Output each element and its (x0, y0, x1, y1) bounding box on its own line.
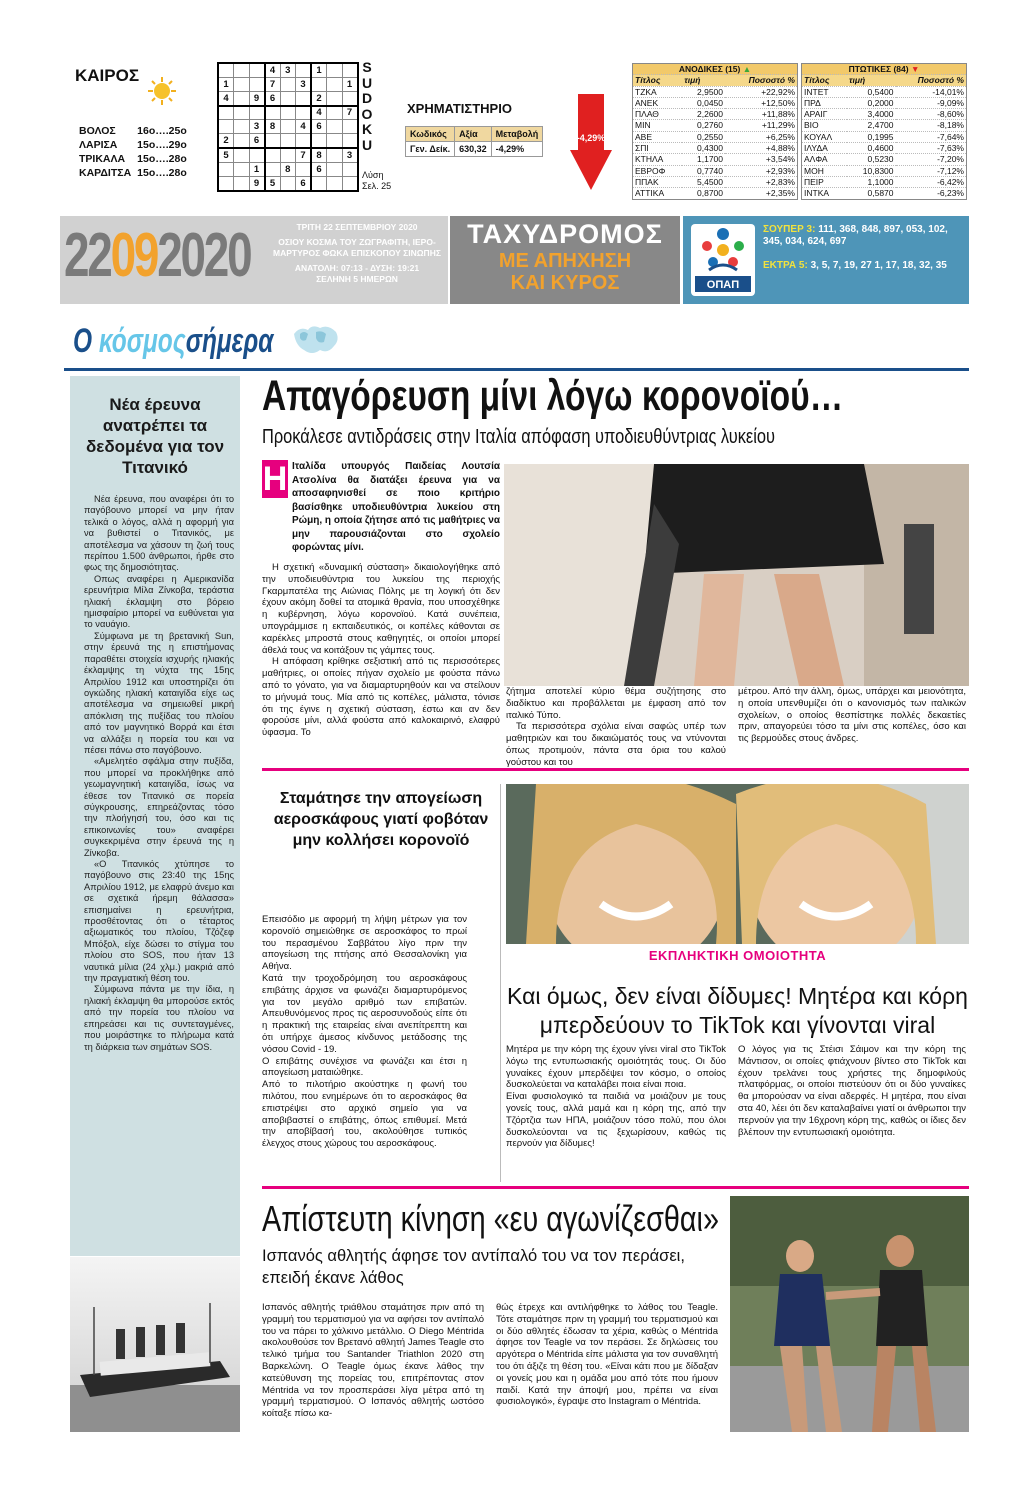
stock-row: ΙΛΥΔΑ 0,4600 -7,63% (802, 143, 967, 154)
stock-row: ΚΟΥΑΛ 0,1995 -7,64% (802, 131, 967, 142)
sudoku-cell: 5 (265, 177, 281, 191)
sudoku-cell: 1 (342, 77, 358, 91)
stock-row: ΕΒΡΟΦ 0,7740 +2,93% (633, 165, 798, 176)
main-body-col3: μέτρου. Από την άλλη, όμως, υπάρχει και μειονότητα, η οποία υπενθυμίζει ότι ο κανονισμός των ιταλικών σχολείων, ο οποίος θεσπίστηκε πολλές δεκαετίες πριν, απαγορεύει τόσο τα μίνι στις κοπέλες, όσο και τις βερμούδες στους άνδρες. (738, 686, 966, 745)
sudoku-cell (234, 77, 250, 91)
sudoku-cell (311, 134, 327, 148)
sudoku-solution-ref: Λύση Σελ. 25 (362, 170, 392, 191)
sudoku-cell (234, 162, 250, 176)
sudoku-cell (296, 91, 312, 105)
plane-article-body: Επεισόδιο με αφορμή τη λήψη μέτρων για τον κορονοϊό σημειώθηκε σε αεροσκάφος το πρωί του περασμένου Σαββάτου λίγο πριν την απογείωση της πτήσης από Θεσσαλονίκη για Αθήνα. Κατά την τροχοδρόμηση του αεροσκάφους επιβάτης άρχισε να φωνάζει διαμαρτυρόμενος για τον μεγάλο αριθμό των επιβατών. Απευθυνόμενος προς τις αεροσυνοδούς είπε ότι η πρακτική της εταιρείας είναι ανεπίτρεπτη και ότι υπήρχε άμεσος κίνδυνος μετάδοσης της νόσου Covid - 19. Ο επιβάτης συνέχισε να φωνάζει και έτσι η απογείωση ματαιώθηκε. Από το πιλοτήριο ακούστηκε η φωνή του πιλότου, που ενημέρωνε ότι το αεροσκάφος θα επιστρέψει στο αρχικό σημείο για να αποβιβαστεί ο επιβάτης, όπως επιθυμεί. Μετά την αποβίβασή του, ακολούθησε τυπικός έλεγχος στους χώρους του αεροσκάφους. (262, 914, 467, 1150)
mother-daughter-photo (506, 784, 969, 944)
sudoku-cell (342, 91, 358, 105)
sudoku-cell (280, 106, 296, 120)
index-change-label: -4,29% (576, 133, 606, 143)
stock-row: ΑΤΤΙΚΑ 0,8700 +2,35% (633, 188, 798, 199)
section-title: Ο κόσμοςσήμερα (73, 322, 274, 360)
triathlon-body-col1: Ισπανός αθλητής τριάθλου σταμάτησε πριν από τη γραμμή του τερματισμού για να αφήσει τον αντίπαλό του να πάρει το χάλκινο μετάλλιο. Ο Diego Méntrida ακολουθούσε τον Βρετανό αθλητή James Teagle στο τελικό τμήμα του Santander Triathlon 2020 στη Βαρκελώνη. Ο Teagle όμως έκανε λάθος την κατεύθυνση της πορείας του, επιτρέποντας στον Méntrida να τον προσπεράσει λίγα μέτρα από τη γραμμή τερματισμού. Ο Ισπανός αθλητής ωστόσο κοίταξε πίσω κα- (262, 1302, 484, 1420)
sudoku-cell (280, 134, 296, 148)
sudoku-cell: 6 (311, 162, 327, 176)
sudoku-cell: 1 (218, 77, 234, 91)
stock-row: ΜΟΗ 10,8300 -7,12% (802, 165, 967, 176)
side-article-body: Νέα έρευνα, που αναφέρει ότι το παγόβουνο μπορεί να μην ήταν τελικά ο λόγος, αλλά η αφορμή για να βυθιστεί ο Τιτανικός, με αποτέλεσμα να χάσουν τη ζωή τους περίπου 1.500 άνθρωποι, ήρθε στο φως της δημοσιότητας. Οπως αναφέρει η Αμερικανίδα ερευνήτρια Μίλα Ζίνκοβα, τεράστια ηλιακή έκλαμψη στο βόρειο ημισφαίριο μπορεί να ευθύνεται για το ναυάγιο. Σύμφωνα με τη βρετανική Sun, στην έρευνά της η επιστήμονας παραθέτει στοιχεία ισχυρής ηλιακής έκλαμψης τη νύχτα της 15ης Απριλίου 1912 και υποστηρίζει ότι ογκώδης ηλιακή καταιγίδα είχε ως αποτέλεσμα να σημειωθεί μικρή απόκλιση της πυξίδας του πλοίου από τον μαγνητικό Βορρά και έτσι να αλλάξει η πορεία του και να πέσει πάνω στο παγόβουνο. «Αμελητέο σφάλμα στην πυξίδα, που μπορεί να προκλήθηκε από γεωμαγνητική καταιγίδα, ίσως να έθεσε τον Τιτανικό σε πορεία σύγκρουσης, επηρεάζοντας τόσο την πλοήγησή του, όσο και τις επικοινωνίες του» αναφέρει συγκεκριμένα στην έρευνά της η Ζίνκοβα. «Ο Τιτανικός χτύπησε το παγόβουνο στις 23:40 της 15ης Απριλίου 1912, με ελαφρύ άνεμο και σε σχετικά ήρεμη θάλασσα» επισημαίνει η ερευνήτρια, προσθέτοντας ότι ο τέταρτος αξιωματικός του πλοίου, Τζόζεφ Μπόξολ, είχε δώσει το στίγμα του πλοίου στο SOS, που ήταν 13 ναυτικά μίλια (24 χλμ.) μακριά από την πραγματική θέση του. Σύμφωνα πάντα με την ίδια, η ηλιακή έκλαμψη θα μπορούσε εκτός από την πορεία του πλοίου να επηρεάσει και τις συντεταγμένες, που μοιράστηκε το πλήρωμα κατά τη διάρκεια των σημάτων SOS. (84, 494, 234, 1052)
sudoku-cell: 8 (265, 120, 281, 134)
stock-row: ΠΡΔ 0,2000 -9,09% (802, 97, 967, 108)
sudoku-cell (342, 177, 358, 191)
sudoku-cell (280, 77, 296, 91)
stock-row: ΑΡΑΙΓ 3,4000 -8,60% (802, 109, 967, 120)
down-arrow-small-icon: ▼ (910, 64, 920, 74)
sudoku-cell (218, 106, 234, 120)
sudoku-cell (327, 63, 343, 77)
sudoku-cell: 6 (249, 134, 265, 148)
sudoku-cell: 6 (311, 120, 327, 134)
sudoku-cell (296, 134, 312, 148)
sudoku-cell (249, 63, 265, 77)
sudoku-cell: 3 (296, 77, 312, 91)
risers-table: ΑΝΟΔΙΚΕΣ (15) ▲ Τίτλος τιμή Ποσοστό % ΤΖΚΑ 2,9500 +22,92% ΑΝΕΚ 0,0450 +12,50% ΠΛΑΘ 2,2600 +11,88% ΜΙΝ 0,2760 +11,29% ΑΒΕ 0,2550 +6,25% ΣΠΙ 0,4300 +4,88% ΚΤΗΛΑ 1,1700 +3,54% ΕΒΡΟΦ 0,7740 +2,93% ΠΠΑΚ 5,4500 +2,83% ΑΤΤΙΚΑ 0,8700 +2,35% (632, 63, 798, 200)
separator-rule (262, 768, 969, 771)
sudoku-cell (327, 134, 343, 148)
sudoku-cell (296, 106, 312, 120)
triathlon-subheadline: Ισπανός αθλητής άφησε τον αντίπαλό του να τον περάσει, επειδή έκανε λάθος (262, 1247, 685, 1287)
sudoku-cell: 7 (296, 148, 312, 162)
sudoku-cell: 6 (296, 177, 312, 191)
sudoku-label: S U D O K U (361, 59, 373, 153)
sudoku-cell (249, 77, 265, 91)
sudoku-cell: 6 (265, 91, 281, 105)
stock-row: ΑΝΕΚ 0,0450 +12,50% (633, 97, 798, 108)
lottery-results: ΟΠΑΠ ΣΟΥΠΕΡ 3: 111, 368, 848, 897, 053, 102, 345, 034, 624, 697 ΕΚΤΡΑ 5: 3, 5, 7, 19, 27 1, 17, 18, 32, 35 (683, 216, 969, 304)
sudoku-cell (234, 177, 250, 191)
main-headline: Απαγόρευση μίνι λόγω κορονοϊού… (262, 372, 844, 420)
sudoku-cell (311, 177, 327, 191)
tiktok-body-col1: Μητέρα με την κόρη της έχουν γίνει viral στο TikTok λόγω της εντυπωσιακής ομοιότητάς τους. Οι δύο γυναίκες έχουν μπερδέψει τον κόσμο, ο οποίος δυσκολεύεται να καταλάβει ποια είναι ποια. Είναι φυσιολογικό τα παιδιά να μοιάζουν με τους γονείς τους, αλλά μαμά και η κόρη της, από την Τζόρτζια των ΗΠΑ, μοιάζουν τόσο πολύ, που όλοι δυσκολεύονται να τις ξεχωρίσουν, καθώς τις περνούν για δίδυμες! (506, 1044, 726, 1150)
sudoku-cell: 8 (280, 162, 296, 176)
sudoku-cell: 8 (311, 148, 327, 162)
tiktok-headline: Και όμως, δεν είναι δίδυμες! Μητέρα και κόρη μπερδεύουν το TikTok και γίνονται viral (507, 983, 968, 1038)
sudoku-cell (342, 162, 358, 176)
sudoku-cell (280, 91, 296, 105)
date-info: ΤΡΙΤΗ 22 ΣΕΠΤΕΜΒΡΙΟΥ 2020 ΟΣΙΟΥ ΚΟΣΜΑ ΤΟΥ ΖΩΓΡΑΦΙΤΗ, ΙΕΡΟ-ΜΑΡΤΥΡΟΣ ΦΩΚΑ ΕΠΙΣΚΟΠΟΥ ΣΙΝΩΠΗΣ ΑΝΑΤΟΛΗ: 07:13 - ΔΥΣΗ: 19:21 ΣΕΛΗΝΗ 5 ΗΜΕΡΩΝ (273, 222, 441, 284)
weather-box (75, 66, 200, 186)
sudoku-cell (296, 63, 312, 77)
sudoku-cell (327, 120, 343, 134)
sudoku-cell (327, 106, 343, 120)
sudoku-cell: 7 (265, 77, 281, 91)
sudoku-cell (265, 148, 281, 162)
sudoku-cell (218, 162, 234, 176)
schoolgirls-photo (504, 464, 969, 686)
main-body-col2: ζήτημα αποτελεί κύριο θέμα συζήτησης στο διαδίκτυο και προβάλλεται με έμφαση από τον ιταλικό Τύπο. Τα περισσότερα σχόλια είναι σαφώς υπέρ των μαθητριών και του δικαιώματός τους να ντύνονται όπως προτιμούν, πάντα στα όρια του καλού γούστου και του (506, 686, 726, 768)
sudoku-cell: 4 (311, 106, 327, 120)
sudoku-cell (249, 106, 265, 120)
side-headline: Νέα έρευνα ανατρέπει τα δεδομένα για τον Τιτανικό (85, 395, 225, 477)
sudoku-cell: 9 (249, 91, 265, 105)
section-rule (64, 368, 969, 371)
masthead-slogan: ΜΕ ΑΠΗΧΗΣΗ ΚΑΙ ΚΥΡΟΣ (498, 250, 632, 294)
sudoku-cell (311, 77, 327, 91)
sudoku-cell: 7 (342, 106, 358, 120)
sudoku-cell (327, 77, 343, 91)
stock-row: ΣΠΙ 0,4300 +4,88% (633, 143, 798, 154)
stock-row: ΠΛΑΘ 2,2600 +11,88% (633, 109, 798, 120)
sudoku-cell: 4 (296, 120, 312, 134)
sudoku-cell (234, 120, 250, 134)
sudoku-cell: 3 (342, 148, 358, 162)
sudoku-cell (218, 177, 234, 191)
sudoku-cell (327, 91, 343, 105)
world-map-icon (290, 320, 342, 360)
sudoku-cell (265, 134, 281, 148)
stock-row: ΠΠΑΚ 5,4500 +2,83% (633, 176, 798, 187)
masthead-name: ΤΑΧΥΔΡΟΜΟΣ (467, 219, 663, 249)
weather-table: ΒΟΛΟΣ 16ο….25ο ΛΑΡΙΣΑ 15ο….29ο ΤΡΙΚΑΛΑ 15ο….28ο ΚΑΡΔΙΤΣΑ 15ο….28ο (79, 125, 187, 179)
main-body-col1: Η σχετική «δυναμική σύσταση» δικαιολογήθηκε από την υποδιευθύντρια του λυκείου της περιοχής Γκαρμπατέλα της Αιώνιας Πόλης με τη λογική ότι δεν έχουν ακόμη δοθεί τα ατομικά θρανία, που υποσχέθηκε η κυβέρνηση, λόγω κορονοϊού. Κατά συνέπεια, υπογράμμισε η εκπαιδευτικός, οι κοπέλες κάθονται σε καρέκλες μπροστά στους καθηγητές, οι οποίοι μπορεί άθελά τους να κοιτάξουν τις γάμπες τους. Η απόφαση κρίθηκε σεξιστική από τις περισσότερες μαθήτριες, οι οποίες πήγαν σχολείο με φούστα πάνω από το γόνατο, για να διαμαρτυρηθούν και να στείλουν το μήνυμά τους. Μία από τις κοπέλες, μάλιστα, τόνισε ότι της έγινε η σχετική σύσταση, έστω και αν δεν φορούσε μίνι, αλλά φούστα από καλοκαιρινό, ελαφρύ ύφασμα. Το (262, 562, 500, 739)
sudoku-cell (342, 134, 358, 148)
sun-icon (147, 76, 177, 106)
sudoku-cell (234, 134, 250, 148)
sudoku-cell (296, 162, 312, 176)
up-arrow-icon: ▲ (742, 64, 752, 74)
sudoku-cell (234, 91, 250, 105)
masthead (450, 216, 680, 304)
sudoku-cell (327, 148, 343, 162)
triathletes-photo (730, 1196, 969, 1432)
stock-row: ΠΕΙΡ 1,1000 -6,42% (802, 176, 967, 187)
column-divider (500, 784, 501, 1182)
sudoku-cell: 4 (218, 91, 234, 105)
stock-row: ΤΖΚΑ 2,9500 +22,92% (633, 86, 798, 97)
sudoku-cell: 5 (218, 148, 234, 162)
plane-headline: Σταμάτησε την απογείωση αεροσκάφους γιατί φοβόταν μην κολλήσει κορονοϊό (273, 790, 489, 849)
sudoku-cell (234, 148, 250, 162)
tiktok-body-col2: Ο λόγος για τις Στέισι Σάιμον και την κόρη της Μάντισον, οι οποίες φτιάχνουν βίντεο στο TikTok και έχουν τρελάνει τους χρήστες της δημοφιλούς πλατφόρμας, οι οποίοι πιστεύουν ότι οι δύο γυναίκες θα μπορούσαν να είναι αδερφές. Η μητέρα, που είναι στα 40, λέει ότι δεν καταλαβαίνει γιατί οι άνθρωποι την περνούν για την 16χρονη κόρη της, καθώς οι ίδιες δεν βλέπουν την εντυπωσιακή ομοιότητα. (738, 1044, 966, 1138)
sudoku-cell (280, 177, 296, 191)
stock-row: ΚΤΗΛΑ 1,1700 +3,54% (633, 154, 798, 165)
sudoku-cell: 4 (265, 63, 281, 77)
stock-index-table: Κωδικός Αξία Μεταβολή Γεν. Δείκ. 630,32 -4,29% (405, 126, 543, 157)
sudoku-cell (249, 148, 265, 162)
fallers-table: ΠΤΩΤΙΚΕΣ (84) ▼ Τίτλος τιμή Ποσοστό % ΙΝΤΕΤ 0,5400 -14,01% ΠΡΔ 0,2000 -9,09% ΑΡΑΙΓ 3,4000 -8,60% ΒΙΟ 2,4700 -8,18% ΚΟΥΑΛ 0,1995 -7,64% ΙΛΥΔΑ 0,4600 -7,63% ΑΛΦΑ 0,5230 -7,20% ΜΟΗ 10,8300 -7,12% ΠΕΙΡ 1,1000 -6,42% ΙΝΤΚΑ 0,5870 -6,23% (801, 63, 967, 200)
sudoku-cell (327, 177, 343, 191)
sudoku-cell: 1 (311, 63, 327, 77)
sudoku-cell (234, 63, 250, 77)
stock-row: ΙΝΤΚΑ 0,5870 -6,23% (802, 188, 967, 199)
sudoku-cell: 2 (311, 91, 327, 105)
sudoku-cell (234, 106, 250, 120)
opap-logo (691, 224, 755, 296)
sudoku-cell (265, 162, 281, 176)
stock-row: ΑΛΦΑ 0,5230 -7,20% (802, 154, 967, 165)
dropcap: Η (262, 460, 288, 498)
sudoku-cell (327, 162, 343, 176)
sudoku-cell (342, 63, 358, 77)
sudoku-cell: 9 (249, 177, 265, 191)
sudoku-cell: 3 (249, 120, 265, 134)
sudoku-cell: 3 (280, 63, 296, 77)
sudoku-cell (280, 120, 296, 134)
titanic-photo (70, 1257, 240, 1432)
stock-row: ΙΝΤΕΤ 0,5400 -14,01% (802, 86, 967, 97)
stock-row: ΜΙΝ 0,2760 +11,29% (633, 120, 798, 131)
separator-rule (262, 1186, 969, 1189)
stock-row: ΑΒΕ 0,2550 +6,25% (633, 131, 798, 142)
stock-row: ΒΙΟ 2,4700 -8,18% (802, 120, 967, 131)
sudoku-cell (265, 106, 281, 120)
sudoku-grid (217, 62, 359, 192)
weather-title: ΚΑΙΡΟΣ (75, 66, 140, 85)
main-subheadline: Προκάλεσε αντιδράσεις στην Ιταλία απόφαση υποδιευθύντριας λυκείου (262, 426, 775, 448)
tiktok-kicker: ΕΚΠΛΗΚΤΙΚΗ ΟΜΟΙΟΤΗΤΑ (648, 948, 827, 963)
sudoku-cell (342, 120, 358, 134)
sudoku-cell: 1 (249, 162, 265, 176)
sudoku-cell (218, 63, 234, 77)
svg-text:ΟΠΑΠ: ΟΠΑΠ (706, 279, 740, 291)
sudoku-cell (280, 148, 296, 162)
triathlon-body-col2: θώς έτρεχε και αντιλήφθηκε το λάθος του Teagle. Τότε σταμάτησε πριν τη γραμμή του τερματισμού και οι δύο αθλητές έδωσαν τα χέρια, καθώς ο Méntrida άφησε τον Teagle να τον περάσει. Σε δηλώσεις του αργότερα ο Méntrida είπε μάλιστα για τον συναθλητή του ότι άξιζε τη θέση του. «Είναι κάτι που με δίδαξαν οι γονείς μου και η ομάδα μου από τότε που ήμουν παιδί. Κατά την άποψή μου, πρέπει να είναι φυσιολογικό», έγραψε στο Instagram ο Méntrida. (496, 1302, 718, 1408)
sudoku-cell (218, 120, 234, 134)
stock-title: ΧΡΗΜΑΤΙΣΤΗΡΙΟ (407, 101, 512, 116)
triathlon-headline: Απίστευτη κίνηση «ευ αγωνίζεσθαι» (262, 1198, 719, 1239)
big-date: 22092020 (64, 221, 251, 290)
main-lead: Ιταλίδα υπουργός Παιδείας Λουτσία Ατσολίνα θα διατάξει έρευνα για να αποσαφηνισθεί σε ποιο κριτήριο βασίσθηκε υποδιευθύντρια λυκείου στη Ρώμη, η οποία ζήτησε από τις μαθήτριες να μην παρουσιάζονται στο σχολείο φορώντας μίνι. (292, 461, 500, 553)
sudoku-cell: 2 (218, 134, 234, 148)
